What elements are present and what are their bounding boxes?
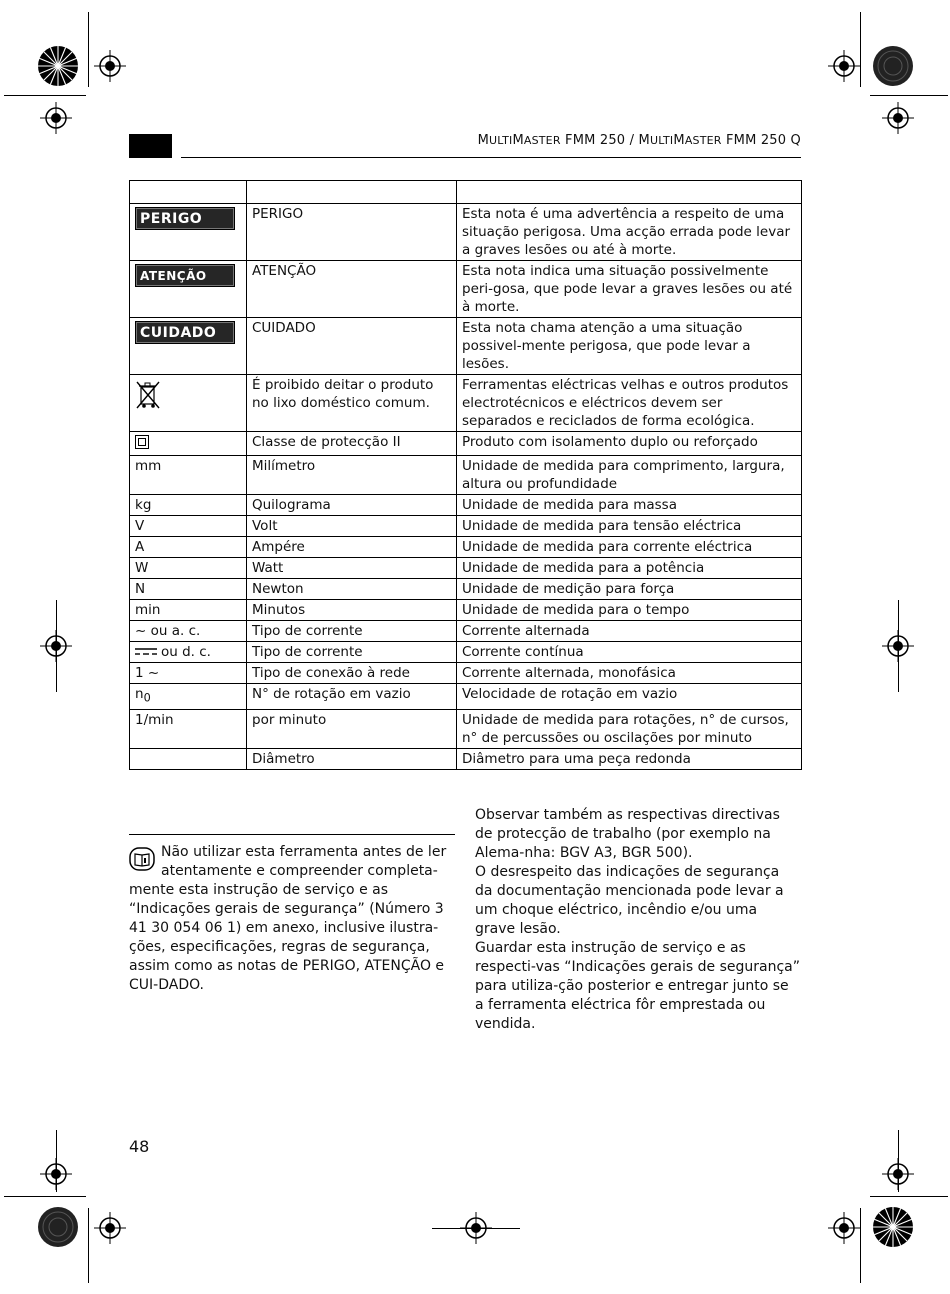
symbol-cell xyxy=(130,663,247,684)
description-cell: Velocidade de rotação em vazio xyxy=(457,684,802,710)
table-row xyxy=(130,516,802,537)
table-row xyxy=(130,456,802,495)
symbol-text: W xyxy=(135,560,149,576)
table-row xyxy=(130,558,802,579)
symbol-cell xyxy=(130,621,247,642)
table-row xyxy=(130,709,802,748)
description-cell: Esta nota indica uma situação possivelmente peri-gosa, que pode levar a graves lesões ou até à morte. xyxy=(457,261,802,318)
description-cell: Unidade de medida para tensão eléctrica xyxy=(457,516,802,537)
header-rule xyxy=(181,157,801,158)
symbol-text: N xyxy=(135,581,146,597)
paragraph: Guardar esta instrução de serviço e as respecti-vas “Indicações gerais de segurança” para utiliza-ção posterior e entregar junto se a ferramenta eléctrica fôr emprestada ou vendida. xyxy=(475,940,800,1032)
registration-mark-icon xyxy=(828,50,860,82)
description-cell: Unidade de medida para rotações, n° de cursos, n° de percussões ou oscilações por minuto xyxy=(457,709,802,748)
symbol-cell xyxy=(130,537,247,558)
table-row xyxy=(130,261,802,318)
meaning-cell: Classe de protecção II xyxy=(247,432,457,456)
symbol-text: 1 ~ xyxy=(135,665,160,681)
symbol-cell xyxy=(130,558,247,579)
symbol-subscript: 0 xyxy=(143,691,151,705)
paragraph: O desrespeito das indicações de segurança da documentação mencionada pode levar a um choque eléctrico, incêndio e/ou uma grave lesão. xyxy=(475,864,784,937)
table-header-row xyxy=(130,181,802,204)
meaning-cell: Watt xyxy=(247,558,457,579)
meaning-cell: Diâmetro xyxy=(247,748,457,769)
symbol-cell xyxy=(130,642,247,663)
description-cell: Unidade de medida para comprimento, largura, altura ou profundidade xyxy=(457,456,802,495)
star-target-icon xyxy=(871,44,915,88)
registration-mark-icon xyxy=(828,1212,860,1244)
table-row xyxy=(130,621,802,642)
symbol-cell xyxy=(130,579,247,600)
registration-mark-icon xyxy=(94,1212,126,1244)
symbol-cell xyxy=(130,684,247,710)
table-row xyxy=(130,663,802,684)
page-header-title: MULTIMASTER FMM 250 / MULTIMASTER FMM 250 Q xyxy=(477,133,801,148)
description-cell: Unidade de medida para a potência xyxy=(457,558,802,579)
description-cell: Corrente contínua xyxy=(457,642,802,663)
meaning-cell: É proibido deitar o produto no lixo doméstico comum. xyxy=(247,375,457,432)
symbol-cell xyxy=(130,261,247,318)
symbol-text: mm xyxy=(135,458,162,474)
meaning-cell: Minutos xyxy=(247,600,457,621)
right-column xyxy=(475,806,801,1034)
description-cell: Diâmetro para uma peça redonda xyxy=(457,748,802,769)
symbol-cell xyxy=(130,748,247,769)
symbol-cell xyxy=(130,318,247,375)
symbol-cell xyxy=(130,204,247,261)
meaning-cell: PERIGO xyxy=(247,204,457,261)
paragraph: Observar também as respectivas directivas de protecção de trabalho (por exemplo na Alema-nha: BGV A3, BGR 500). xyxy=(475,807,780,861)
star-target-icon xyxy=(36,44,80,88)
table-row xyxy=(130,642,802,663)
symbols-table xyxy=(129,180,802,770)
description-cell: Corrente alternada xyxy=(457,621,802,642)
warning-note-text: Não utilizar esta ferramenta antes de ler atentamente e compreender completa-mente esta instrução de serviço e as “Indicações gerais de segurança” (Número 3 41 30 054 06 1) em anexo, inclusive ilustra-ções, especificações, regras de segurança, assim como as notas de PERIGO, ATENÇÃO e CUI-DADO. xyxy=(129,844,447,993)
class-ii-icon xyxy=(135,435,149,449)
symbol-text: n xyxy=(135,686,144,702)
symbol-cell xyxy=(130,375,247,432)
description-cell: Unidade de medida para corrente eléctrica xyxy=(457,537,802,558)
registration-mark-icon xyxy=(94,50,126,82)
symbol-cell xyxy=(130,432,247,456)
symbol-text: 1/min xyxy=(135,711,174,728)
star-target-icon xyxy=(36,1205,80,1249)
description-cell: Ferramentas eléctricas velhas e outros produtos electrotécnicos e eléctricos devem ser separados e reciclados de forma ecológica. xyxy=(457,375,802,432)
signal-word-badge: PERIGO xyxy=(135,207,235,230)
description-cell: Unidade de medida para massa xyxy=(457,495,802,516)
meaning-cell: Newton xyxy=(247,579,457,600)
description-cell: Esta nota é uma advertência a respeito de uma situação perigosa. Uma acção errada pode levar a graves lesões ou até à morte. xyxy=(457,204,802,261)
table-row xyxy=(130,204,802,261)
symbol-cell xyxy=(130,495,247,516)
table-row xyxy=(130,600,802,621)
symbol-cell xyxy=(130,709,247,748)
meaning-cell: ATENÇÃO xyxy=(247,261,457,318)
meaning-cell: Milímetro xyxy=(247,456,457,495)
meaning-cell: Tipo de corrente xyxy=(247,621,457,642)
section-tab xyxy=(129,134,172,158)
table-row xyxy=(130,495,802,516)
table-row xyxy=(130,748,802,769)
signal-word-badge: ATENÇÃO xyxy=(135,264,235,287)
symbol-text: ~ ou a. c. xyxy=(135,623,201,639)
symbol-text: V xyxy=(135,518,145,534)
meaning-cell: Tipo de corrente xyxy=(247,642,457,663)
page-number: 48 xyxy=(129,1137,150,1156)
symbol-text: A xyxy=(135,539,145,555)
table-row xyxy=(130,579,802,600)
description-cell: Corrente alternada, monofásica xyxy=(457,663,802,684)
meaning-cell: Ampére xyxy=(247,537,457,558)
table-row xyxy=(130,432,802,456)
table-row xyxy=(130,537,802,558)
description-cell: Unidade de medida para o tempo xyxy=(457,600,802,621)
symbol-text: min xyxy=(135,602,161,618)
symbol-text: ou d. c. xyxy=(161,644,211,660)
registration-mark-icon xyxy=(882,102,914,134)
description-cell: Produto com isolamento duplo ou reforçado xyxy=(457,432,802,456)
direct-current-icon xyxy=(135,647,157,657)
signal-word-badge: CUIDADO xyxy=(135,321,235,344)
weee-bin-icon xyxy=(135,379,161,409)
meaning-cell: Volt xyxy=(247,516,457,537)
symbol-cell xyxy=(130,600,247,621)
symbol-cell xyxy=(130,456,247,495)
symbol-cell xyxy=(130,516,247,537)
description-cell: Esta nota chama atenção a uma situação possivel-mente perigosa, que pode levar a lesões. xyxy=(457,318,802,375)
meaning-cell: por minuto xyxy=(247,709,457,748)
book-info-icon xyxy=(129,847,155,871)
table-row xyxy=(130,684,802,710)
meaning-cell: CUIDADO xyxy=(247,318,457,375)
table-row xyxy=(130,318,802,375)
meaning-cell: Tipo de conexão à rede xyxy=(247,663,457,684)
star-target-icon xyxy=(871,1205,915,1249)
description-cell: Unidade de medição para força xyxy=(457,579,802,600)
meaning-cell: N° de rotação em vazio xyxy=(247,684,457,710)
symbol-text: kg xyxy=(135,497,152,513)
warning-note xyxy=(129,834,455,995)
table-row xyxy=(130,375,802,432)
meaning-cell: Quilograma xyxy=(247,495,457,516)
registration-mark-icon xyxy=(40,102,72,134)
